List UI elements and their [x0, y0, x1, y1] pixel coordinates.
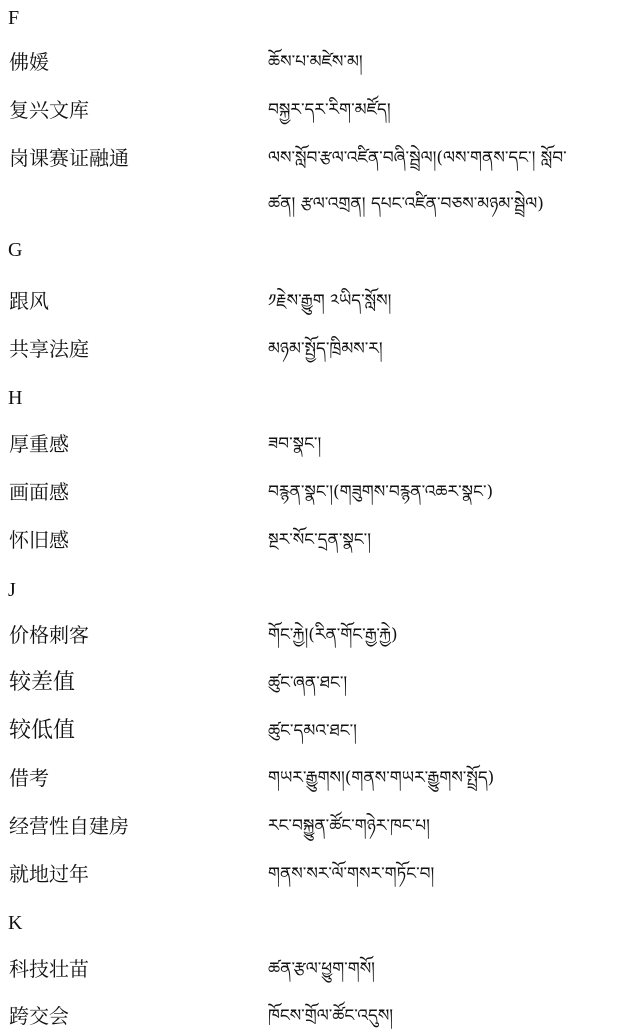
entry-row-continuation	[0, 190, 621, 222]
tibetan-term: རང་བསྐྱུན་ཚོང་གཉེར་ཁང་པ།	[268, 816, 430, 836]
section-letter-j: J	[8, 579, 16, 601]
tibetan-term: ཚུང་ཞན་ཐང་།	[268, 673, 348, 693]
section-letter-k: K	[8, 912, 23, 934]
chinese-term: 佛媛	[9, 50, 49, 74]
tibetan-term: ༡རྗེས་རྒྱུག ༢ཡིད་སློས།	[268, 291, 392, 311]
tibetan-term: ཟབ་སྣང་།	[268, 434, 322, 454]
entry-row	[0, 812, 621, 844]
tibetan-term: སྔར་སོང་དྲན་སྣང་།	[268, 530, 372, 550]
chinese-term: 科技壮苗	[9, 957, 89, 981]
entry-row	[0, 1002, 621, 1034]
tibetan-term: གོང་རྐྱེ།(རིན་གོང་རྒྱ་རྐྱེ)	[268, 625, 398, 645]
chinese-term: 跨交会	[9, 1004, 69, 1028]
entry-row	[0, 96, 621, 128]
tibetan-term-continued: ཚན། རྩལ་འགྲན། དཔང་འཛིན་བཅས་མཉམ་སྦྲེལ)	[268, 194, 544, 214]
chinese-term: 跟风	[9, 289, 49, 313]
chinese-term: 复兴文库	[9, 98, 89, 122]
tibetan-term: གཡར་རྒྱུགས།(གནས་གཡར་རྒྱུགས་སྤྲོད)	[268, 768, 495, 788]
tibetan-term: བསྐྱར་དར་རིག་མཛོད།	[268, 100, 391, 120]
entry-row	[0, 621, 621, 653]
tibetan-term: ཚན་རྩལ་ཕྱུག་གསོ།	[268, 959, 375, 979]
entry-row	[0, 430, 621, 462]
section-letter-f: F	[8, 7, 20, 29]
entry-row	[0, 48, 621, 80]
chinese-term: 共享法庭	[9, 337, 89, 361]
section-letter-h: H	[8, 387, 23, 409]
entry-row	[0, 669, 621, 701]
tibetan-term: ལས་སློབ་རྩལ་འཛིན་བཞི་སྦྲེལ།(ལས་གནས་དང་། སློབ་	[268, 148, 567, 168]
chinese-term: 借考	[9, 766, 49, 790]
chinese-term: 画面感	[9, 480, 69, 504]
chinese-term: 较低值	[9, 718, 76, 743]
entry-row	[0, 764, 621, 796]
chinese-term: 价格刺客	[9, 623, 89, 647]
tibetan-term: གནས་སར་ལོ་གསར་གཏོང་བ།	[268, 864, 435, 884]
entry-row	[0, 717, 621, 749]
entry-row	[0, 478, 621, 510]
entry-row	[0, 526, 621, 558]
entry-row	[0, 144, 621, 176]
chinese-term: 怀旧感	[9, 528, 69, 552]
entry-row	[0, 335, 621, 367]
chinese-term: 经营性自建房	[9, 814, 129, 838]
tibetan-term: ཚུང་དམའ་ཐང་།	[268, 721, 357, 741]
section-letter-g: G	[8, 239, 23, 261]
chinese-term: 岗课赛证融通	[9, 146, 129, 170]
entry-row	[0, 955, 621, 987]
entry-row	[0, 287, 621, 319]
entry-row	[0, 860, 621, 892]
tibetan-term: མཉམ་སྤྱོད་ཁྲིམས་ར།	[268, 339, 383, 359]
tibetan-term: ཁོངས་གྲོལ་ཚོང་འདུས།	[268, 1006, 394, 1026]
chinese-term: 厚重感	[9, 432, 69, 456]
tibetan-term: བརྙན་སྣང་།(གཟུགས་བརྙན་འཆར་སྣང་)	[268, 482, 494, 502]
chinese-term: 就地过年	[9, 862, 89, 886]
tibetan-term: ཆོས་པ་མཛེས་མ།	[268, 52, 363, 72]
chinese-term: 较差值	[9, 670, 76, 695]
